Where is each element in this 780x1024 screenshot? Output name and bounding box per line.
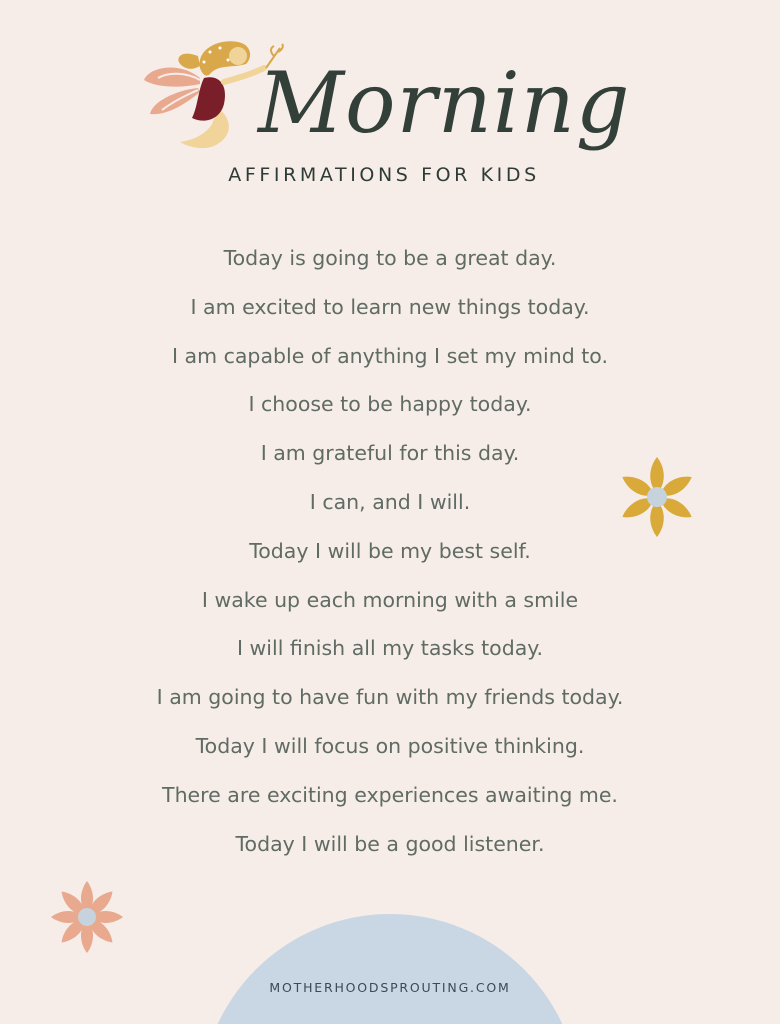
page-subtitle: AFFIRMATIONS FOR KIDS: [228, 164, 540, 186]
affirmation-item: I choose to be happy today.: [248, 392, 532, 417]
page-title: Morning: [258, 54, 631, 152]
affirmation-item: Today is going to be a great day.: [223, 246, 557, 270]
affirmation-item: I am going to have fun with my friends today.: [156, 685, 624, 710]
affirmation-item: I will finish all my tasks today.: [236, 636, 544, 661]
pink-flower-icon: [46, 876, 128, 958]
affirmation-item: I wake up each morning with a smile: [201, 587, 579, 612]
footer-half-circle: [200, 914, 580, 1024]
affirmation-item: There are exciting experiences awaiting me.: [162, 782, 618, 807]
affirmation-item: I am grateful for this day.: [260, 441, 520, 466]
footer-website[interactable]: MOTHERHOODSPROUTING.COM: [269, 980, 511, 995]
affirmation-item: Today I will be a good listener.: [235, 831, 545, 856]
affirmation-item: I am capable of anything I set my mind to.: [171, 343, 608, 368]
yellow-flower-icon: [612, 452, 702, 542]
affirmations-list: [0, 238, 780, 872]
affirmation-item: Today I will be my best self.: [249, 538, 531, 563]
affirmation-item: Today I will focus on positive thinking.: [195, 733, 585, 758]
affirmation-item: I can, and I will.: [309, 489, 471, 514]
affirmation-item: I am excited to learn new things today.: [190, 294, 590, 319]
